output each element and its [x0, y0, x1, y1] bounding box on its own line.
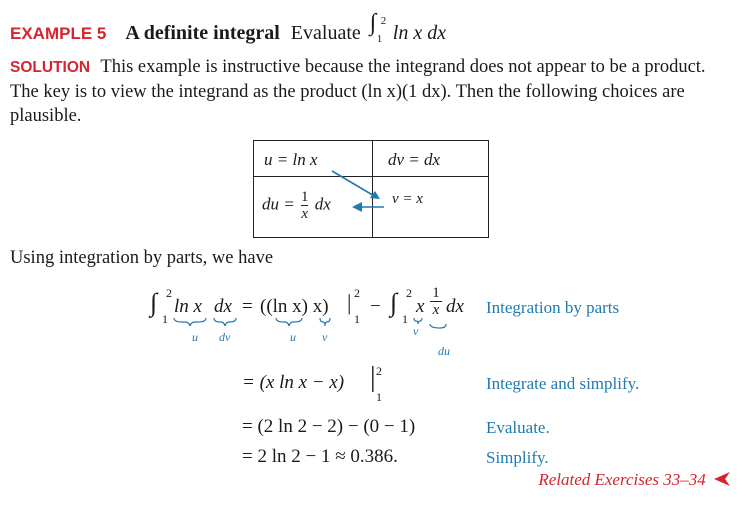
step-2-equation: = (x ln x − x) [242, 372, 345, 393]
step-2-lower: 1 [376, 390, 382, 404]
step-1-equation: ∫ 2 1 ln x dx = ((ln x) x) | 2 1 − ∫ 2 1 x 1 x dx u dv u v v du [150, 288, 480, 360]
v-choice: v = x [392, 191, 423, 207]
solution-paragraph [10, 55, 730, 128]
step-2-upper: 2 [376, 364, 382, 378]
related-exercises: Related Exercises 33–34 [538, 470, 732, 490]
du-choice: du = $\frac{1}{x}$ dx [262, 189, 331, 222]
example-integral: ∫ 2 1 [369, 10, 387, 45]
step-3-equation: = (2 ln 2 − 2) − (0 − 1) [242, 416, 416, 437]
solution-label: SOLUTION [10, 59, 91, 76]
example-title: A definite integral [125, 22, 280, 44]
solution-text: This example is instructive because the integrand does not appear to be a product. The key is to view the integrand as the product (ln x)(1 dx). Then the following choices are plausible. [10, 57, 706, 126]
choice-arrows [254, 141, 490, 239]
example-heading [10, 10, 447, 46]
dv-choice: dv = dx [388, 150, 441, 169]
step-3-annotation: Evaluate. [486, 418, 550, 437]
using-text: Using integration by parts, we have [10, 248, 274, 268]
choices-table [253, 140, 489, 238]
example-label: EXAMPLE 5 [10, 24, 107, 43]
step-2-annotation: Integrate and simplify. [486, 374, 640, 393]
triangle-left-icon [714, 472, 732, 486]
example-prompt: Evaluate [290, 22, 361, 44]
step-4-equation: = 2 ln 2 − 1 ≈ 0.386. [242, 446, 398, 467]
underbraces [150, 316, 480, 342]
step-4-annotation: Simplify. [486, 448, 549, 467]
u-choice: u = ln x [264, 150, 318, 169]
step-1-annotation: Integration by parts [486, 298, 620, 317]
example-integrand: ln x dx [392, 22, 447, 44]
